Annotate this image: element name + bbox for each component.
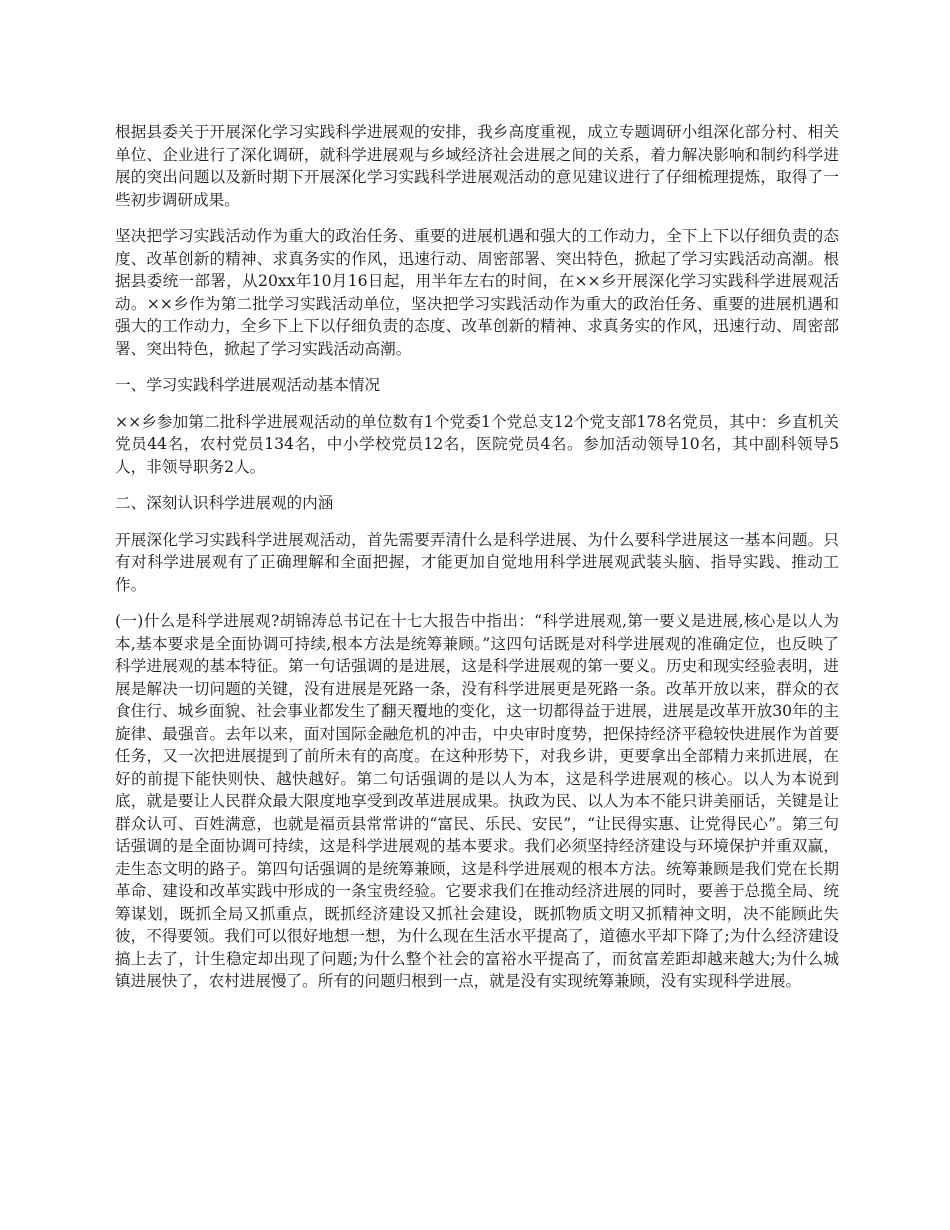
section-heading-2: 二、深刻认识科学进展观的内涵 [115,494,334,512]
intro-paragraph: 根据县委关于开展深化学习实践科学进展观的安排，我乡高度重视，成立专题调研小组深化部分村、相关单位、企业进行了深化调研，就科学进展观与乡域经济社会进展之间的关系，着力解决影响和制约科学进展的突出问题以及新时期下开展深化学习实践科学进展观活动的意见建议进行了仔细梳理提炼，取得了一些初步调研成果。 [115,123,839,209]
document-body [115,121,839,1007]
activity-paragraph: 坚决把学习实践活动作为重大的政治任务、重要的进展机遇和强大的工作动力，全下上下以仔细负责的态度、改革创新的精神、求真务实的作风，迅速行动、周密部署、突出特色，掀起了学习实践活动高潮。根据县委统一部署，从20xx年10月16日起，用半年左右的时间，在××乡开展深化学习实践科学进展观活动。××乡作为第二批学习实践活动单位，坚决把学习实践活动作为重大的政治任务、重要的进展机遇和强大的工作动力，全乡下上下以仔细负责的态度、改革创新的精神、求真务实的作风，迅速行动、周密部署、突出特色，掀起了学习实践活动高潮。 [115,227,839,358]
member-stats-paragraph: ××乡参加第二批科学进展观活动的单位数有1个党委1个党总支12个党支部178名党员，其中：乡直机关党员44名，农村党员134名，中小学校党员12名，医院党员4名。参加活动领导10名，其中副科领导5人，非领导职务2人。 [115,412,839,476]
section-heading-1: 一、学习实践科学进展观活动基本情况 [115,376,381,394]
understanding-paragraph: 开展深化学习实践科学进展观活动，首先需要弄清什么是科学进展、为什么要科学进展这一基本问题。只有对科学进展观有了正确理解和全面把握，才能更加自觉地用科学进展观武装头脑、指导实践、推动工作。 [115,530,839,594]
definition-paragraph: (一)什么是科学进展观?胡锦涛总书记在十七大报告中指出：“科学进展观,第一要义是进展,核心是以人为本,基本要求是全面协调可持续,根本方法是统筹兼顾。”这四句话既是对科学进展观的准确定位，也反映了科学进展观的基本特征。第一句话强调的是进展，这是科学进展观的第一要义。历史和现实经验表明，进展是解决一切问题的关键，没有进展是死路一条，没有科学进展更是死路一条。改革开放以来，群众的衣食住行、城乡面貌、社会事业都发生了翻天覆地的变化，这一切都得益于进展，进展是改革开放30年的主旋律、最强音。去年以来，面对国际金融危机的冲击，中央审时度势，把保持经济平稳较快进展作为首要任务，又一次把进展提到了前所未有的高度。在这种形势下，对我乡讲，更要拿出全部精力来抓进展，在好的前提下能快则快、越快越好。第二句话强调的是以人为本，这是科学进展观的核心。以人为本说到底，就是要让人民群众最大限度地享受到改革进展成果。执政为民、以人为本不能只讲美丽话，关键是让群众认可、百姓满意，也就是福贡县常常讲的“富民、乐民、安民”，“让民得实惠、让党得民心”。第三句话强调的是全面协调可持续，这是科学进展观的基本要求。我们必须坚持经济建设与环境保护并重双赢，走生态文明的路子。第四句话强调的是统筹兼顾，这是科学进展观的根本方法。统筹兼顾是我们党在长期革命、建设和改革实践中形成的一条宝贵经验。它要求我们在推动经济进展的同时，要善于总揽全局、统筹谋划，既抓全局又抓重点，既抓经济建设又抓社会建设，既抓物质文明又抓精神文明，决不能顾此失彼，不得要领。我们可以很好地想一想，为什么现在生活水平提高了，道德水平却下降了;为什么经济建设搞上去了，计生稳定却出现了问题;为什么整个社会的富裕水平提高了，而贫富差距却越来越大;为什么城镇进展快了，农村进展慢了。所有的问题归根到一点，就是没有实现统筹兼顾，没有实现科学进展。 [115,612,839,990]
